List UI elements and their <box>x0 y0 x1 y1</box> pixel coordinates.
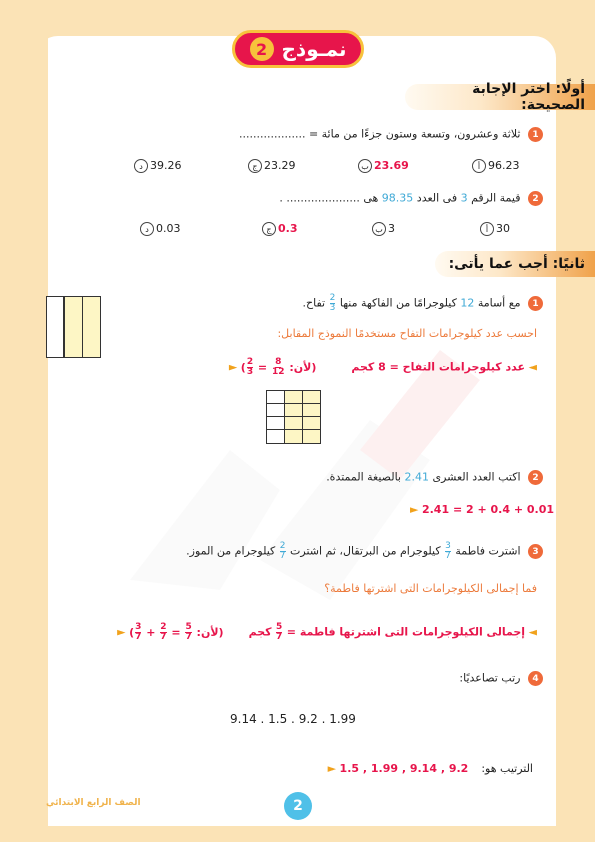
s1-q2-option-b-value: 3 <box>388 222 395 235</box>
s2-q1-weight: 12 <box>460 296 475 310</box>
s2-q3-f1-num: 3 <box>445 541 451 551</box>
s2-q4-text: رتب تصاعديًا: <box>459 671 521 685</box>
s1-q1-option-a-letter: أ <box>472 159 486 173</box>
s2-q3-fraction-1 <box>445 542 451 561</box>
s1-q2-digit: 3 <box>460 191 468 205</box>
s1-q1-number: 1 <box>528 127 543 142</box>
s2-q2-text-b: بالصيغة الممتدة. <box>326 470 401 484</box>
s2-q4-number: 4 <box>528 671 543 686</box>
s2-q3-f2-num: 2 <box>279 541 286 551</box>
s1-q1-option-c[interactable] <box>246 159 296 173</box>
s2-q1-because-label: (لأن: <box>289 360 317 374</box>
s1-q2-text-a: قيمة الرقم <box>471 191 521 205</box>
answer-arrow-icon: ◄ <box>528 360 537 374</box>
s2-q3-text-a: اشترت فاطمة <box>455 544 521 558</box>
s1-q1-option-d[interactable] <box>132 159 182 173</box>
s2-q3-unit: كجم <box>248 625 272 639</box>
s2-q1-eq-b-den: 3 <box>246 367 254 377</box>
s2-q3-eq-f1-num: 3 <box>135 622 142 632</box>
s1-q2-option-a-value: 30 <box>496 222 510 235</box>
title-number: 2 <box>250 37 274 61</box>
s2-q1-eq-a <box>272 358 285 377</box>
s2-q1-eq-a-num: 8 <box>275 357 282 367</box>
s2-q3-because: (لأن: $\frac{5}{7}$ = $\frac{2}{7}$ + $\frac{3}{7}$ ) <box>129 622 224 642</box>
s1-q2-text-row <box>279 191 543 206</box>
s2-q4-text-row <box>459 671 543 686</box>
section1-heading: أولًا: اختر الإجابة الصحيحة: <box>472 81 585 113</box>
s2-q3-f1-den: 7 <box>445 551 451 561</box>
s2-q1-instruction: احسب عدد كيلوجرامات التفاح مستخدمًا النموذج المقابل: <box>277 327 537 340</box>
answer-arrow-icon-4: ► <box>327 762 337 775</box>
s2-q3-eq-f2 <box>160 623 166 642</box>
s1-q2-option-b-letter: ب <box>372 222 386 236</box>
s1-q1-option-b-letter: ب <box>358 159 372 173</box>
s2-q2-number-value: 2.41 <box>404 470 429 484</box>
s2-q3-eq-f1-den: 7 <box>135 632 142 642</box>
answer-arrow-icon-3-end: ► <box>117 625 126 639</box>
s1-q1-text-row <box>239 127 543 142</box>
section2-heading: ثانيًا: أجب عما يأتى: <box>448 256 585 272</box>
s1-q2-number: 2 <box>528 191 543 206</box>
s2-q2-text-a: اكتب العدد العشرى <box>432 470 521 484</box>
answer-arrow-icon-3: ◄ <box>528 625 537 639</box>
s2-q3-number: 3 <box>528 544 543 559</box>
page-number: 2 <box>284 792 312 820</box>
s2-q1-fraction-numerator: 2 <box>329 293 336 303</box>
s1-q2-option-c-value: 0.3 <box>278 222 298 235</box>
s2-q4-answer-label: الترتيب هو: <box>481 762 533 775</box>
s2-q1-answer-lead: عدد كيلوجرامات التفاح = 8 كجم <box>351 360 526 374</box>
s1-q2-option-a-letter: أ <box>480 222 494 236</box>
title-badge <box>232 30 364 68</box>
s1-q2-option-c-letter: ج <box>262 222 276 236</box>
s2-q3-answer-fraction <box>276 623 282 642</box>
s2-q3-eq-ans-den: 7 <box>185 632 192 642</box>
s1-q2-option-d-letter: د <box>140 222 154 236</box>
s1-q1-option-b-value: 23.69 <box>374 159 409 172</box>
s2-q3-eq-f2-den: 7 <box>160 632 167 642</box>
s1-q1-option-c-letter: ج <box>248 159 262 173</box>
section1-header <box>405 81 595 113</box>
s1-q2-option-d[interactable] <box>138 222 181 236</box>
s1-q2-option-c[interactable] <box>260 222 298 236</box>
s1-q1-option-a[interactable] <box>470 159 520 173</box>
s2-q3-answer-lead: إجمالى الكيلوجرامات التى اشترتها فاطمة = <box>286 625 526 639</box>
s2-q1-fraction-denominator: 3 <box>329 303 336 313</box>
s2-q1-number: 1 <box>528 296 543 311</box>
s2-q1-text-row <box>303 294 543 313</box>
s2-q3-f2-den: 7 <box>279 551 286 561</box>
s2-q3-answer-row <box>117 623 537 642</box>
s1-q1-option-d-letter: د <box>134 159 148 173</box>
title-text: نمـوذج <box>281 37 347 61</box>
s1-q1-option-c-value: 23.29 <box>264 159 296 172</box>
answer-arrow-icon-end: ► <box>228 360 238 374</box>
s2-q1-eq-b-num: 2 <box>246 357 254 367</box>
s2-q4-numbers: 9.14 . 1.5 . 9.2 . 1.99 <box>230 712 356 726</box>
s1-q2-option-b[interactable] <box>370 222 395 236</box>
s2-q1-because: (لأن: $\frac{8}{12}$ = $\frac{2}{3}$ ) <box>240 357 317 377</box>
s2-q2-text-row <box>326 470 543 485</box>
s1-q1-option-a-value: 96.23 <box>488 159 520 172</box>
s2-q3-eq-ans <box>185 623 191 642</box>
s2-q3-eq-f2-num: 2 <box>160 622 167 632</box>
s2-q3-text-b: كيلوجرام من البرتقال، ثم اشترت <box>290 544 441 558</box>
s2-q3-because-label: (لأن: <box>196 625 224 639</box>
s2-q1-eq-b <box>247 358 253 377</box>
s2-q3-text-c: كيلوجرام من الموز. <box>186 544 276 558</box>
s2-q1-text-c: تفاح. <box>302 296 326 310</box>
s2-q3-fraction-2 <box>280 542 286 561</box>
s1-q1-text: ثلاثة وعشرون، وتسعة وستون جزءًا من مائة = ................... <box>239 127 521 141</box>
fraction-model-grid <box>266 390 322 446</box>
s2-q3-ans-den: 7 <box>276 632 283 642</box>
section2-header <box>435 251 595 277</box>
s2-q2-number: 2 <box>528 470 543 485</box>
answer-arrow-icon-2: ► <box>410 503 419 516</box>
s2-q1-text-a: مع أسامة <box>477 296 521 310</box>
s2-q1-text-b: كيلوجرامًا من الفاكهة منها <box>339 296 457 310</box>
s1-q2-number-value: 98.35 <box>381 191 414 205</box>
s1-q2-option-d-value: 0.03 <box>156 222 181 235</box>
footer-grade: الصف الرابع الابتدائي <box>46 798 141 808</box>
s1-q2-option-a[interactable] <box>478 222 510 236</box>
s2-q3-ans-num: 5 <box>276 622 283 632</box>
s2-q1-eq-a-den: 12 <box>271 367 285 377</box>
s2-q3-question: فما إجمالى الكيلوجرامات التى اشترتها فاطمة؟ <box>324 582 537 595</box>
s2-q1-answer-row <box>229 358 537 377</box>
s1-q1-option-d-value: 39.26 <box>150 159 182 172</box>
s1-q2-text-c: هى ..................... . <box>279 191 379 205</box>
s2-q4-answer-row <box>328 762 533 775</box>
s2-q1-fraction <box>330 294 336 313</box>
s2-q4-answer: 1.5 , 1.99 , 9.14 , 9.2 <box>339 762 469 775</box>
s2-q2-answer-row <box>410 503 554 516</box>
s2-q3-eq-ans-num: 5 <box>185 622 192 632</box>
s2-q3-eq-f1 <box>135 623 141 642</box>
s2-q2-answer: 2.41 = 2 + 0.4 + 0.01 <box>421 503 555 516</box>
s1-q1-option-b[interactable] <box>356 159 409 173</box>
page-edge-strip <box>36 36 48 826</box>
s2-q3-text-row <box>186 542 543 561</box>
fraction-model-thirds <box>46 296 102 358</box>
s1-q2-text-b: فى العدد <box>416 191 458 205</box>
